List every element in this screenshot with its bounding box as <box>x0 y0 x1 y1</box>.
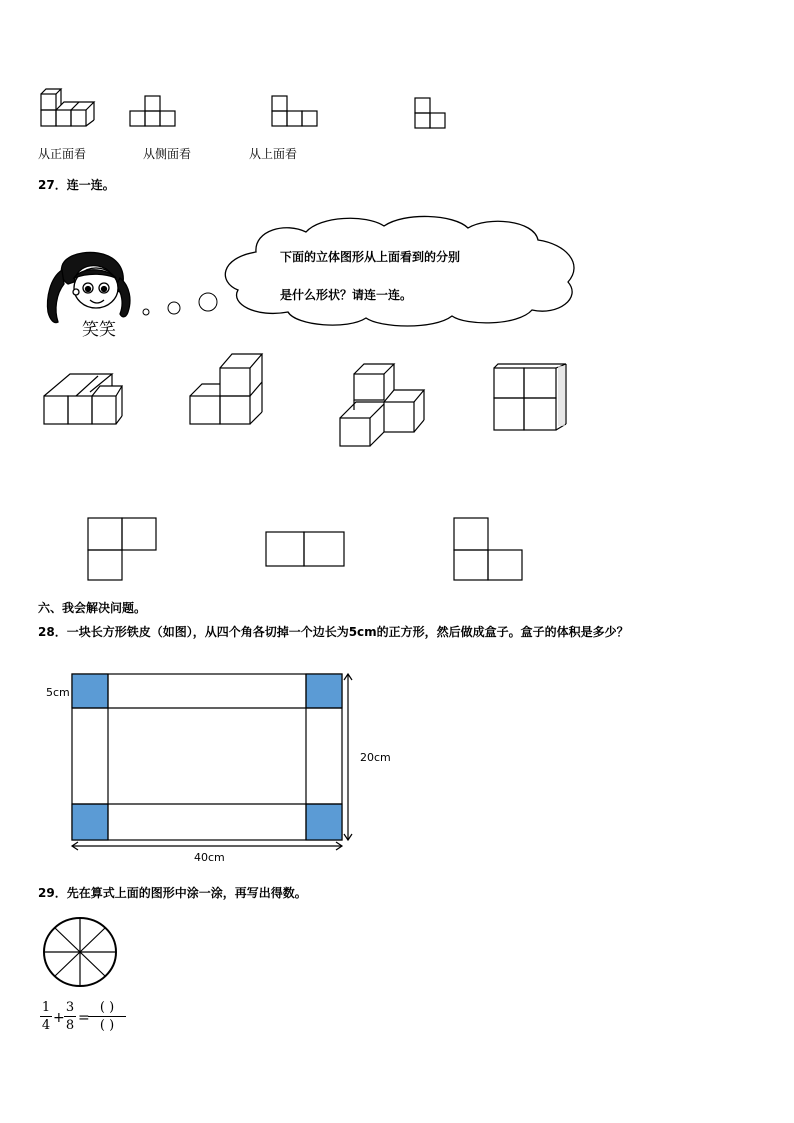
top-view-option-3 <box>452 516 526 582</box>
fraction-1-numerator: 1 <box>41 1000 51 1015</box>
character-name: 笑笑 <box>82 320 116 340</box>
top-view-label: 从上面看 <box>249 147 298 161</box>
width-label: 40cm <box>194 851 225 864</box>
speech-line-2: 是什么形状？请连一连。 <box>280 288 413 302</box>
fraction-1-denominator: 4 <box>41 1018 51 1033</box>
solid-figure-4 <box>492 362 570 434</box>
plus-sign: + <box>53 1010 65 1026</box>
fraction-2-denominator: 8 <box>65 1018 75 1033</box>
sheet-diagram <box>66 670 362 854</box>
thought-bubble-dots <box>138 288 222 322</box>
top-view-shape-b <box>414 96 448 132</box>
section-6-title: 六、我会解决问题。 <box>38 601 147 615</box>
answer-fraction <box>88 1000 126 1033</box>
fraction-2 <box>64 1000 76 1033</box>
answer-numerator[interactable]: ( ) <box>99 1000 115 1015</box>
q29-title: 29．先在算式上面的图形中涂一涂，再写出得数。 <box>38 886 307 900</box>
speech-cloud <box>216 212 584 330</box>
fraction-1 <box>40 1000 52 1033</box>
speech-line-1: 下面的立体图形从上面看到的分别 <box>280 250 461 264</box>
top-view-option-1 <box>86 516 158 582</box>
front-view-solid <box>38 86 100 128</box>
q27-title: 27．连一连。 <box>38 178 115 192</box>
solid-figure-2 <box>188 352 264 428</box>
height-label: 20cm <box>360 751 391 764</box>
solid-figure-3 <box>338 362 428 448</box>
solid-figure-1 <box>42 370 124 428</box>
answer-denominator[interactable]: ( ) <box>99 1018 115 1033</box>
equals-sign: = <box>78 1010 90 1026</box>
circle-eighths <box>40 914 120 990</box>
top-view-shape-a <box>272 94 320 128</box>
side-view-shape <box>130 94 178 128</box>
fraction-2-numerator: 3 <box>65 1000 75 1015</box>
front-view-label: 从正面看 <box>38 147 87 161</box>
side-view-label: 从侧面看 <box>143 147 192 161</box>
top-view-option-2 <box>264 530 348 568</box>
q28-title: 28．一块长方形铁皮（如图），从四个角各切掉一个边长为5cm的正方形，然后做成盒子。盒子的体积是多少？ <box>38 625 629 639</box>
corner-size-label: 5cm <box>46 686 70 699</box>
